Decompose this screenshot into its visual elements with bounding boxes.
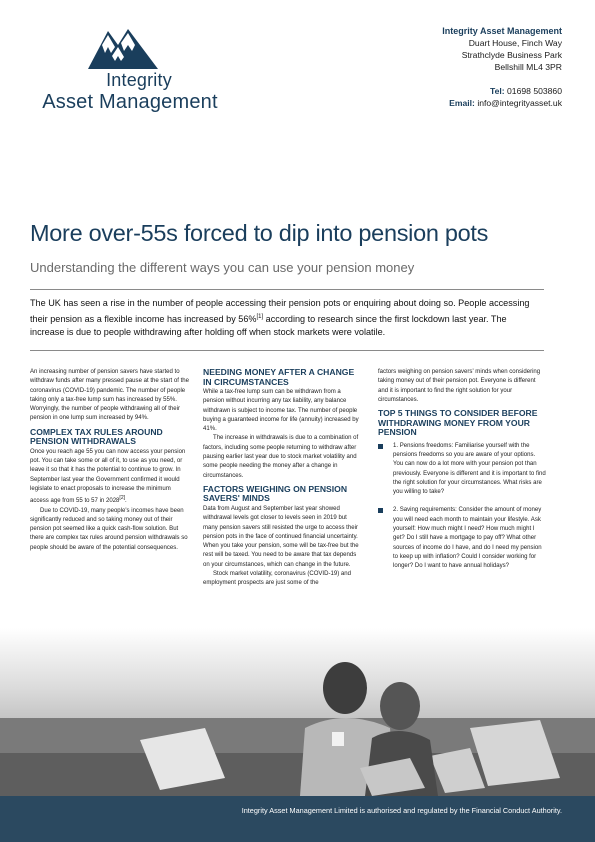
paragraph bbox=[30, 448, 190, 507]
square-bullet-icon bbox=[378, 508, 383, 513]
divider-top bbox=[30, 289, 544, 290]
paragraph: factors weighing on pension savers' minds when considering taking money out of their pension pot. Everyone is different and it is important to find the right solution for your circumstances. bbox=[378, 369, 541, 403]
section-heading: NEEDING MONEY AFTER A CHANGE IN CIRCUMSTANCES bbox=[203, 367, 355, 387]
divider-bottom bbox=[30, 350, 544, 351]
paragraph: While a tax-free lump sum can be withdrawn from a pension without incurring any tax liability, any balance withdrawn is subject to income tax. The number of people buying a guaranteed income for life (annuity) increased by 41%. bbox=[203, 389, 359, 433]
paragraph: Data from August and September last year showed withdrawal levels got closer to levels seen in 2019 but many pension savers still resisted the urge to access their pension pots in the face of continued financial uncertainty. When you take your pension, some will be tax-free but the rest will be taxed. You need to be aware that tax depends on your circumstances, which can change in the future. bbox=[203, 505, 359, 568]
phone-number[interactable]: 01698 503860 bbox=[507, 86, 562, 96]
article-intro bbox=[30, 297, 542, 340]
article-column-3 bbox=[378, 368, 546, 581]
paragraph-text: Once you reach age 55 you can now access your pension pot. You can take some or all of it, to use as you need, or leave it so that it has the potential to continue to grow. In September last year the Government confirmed it would legislate to enact proposals to increase the minimum access age from 55 to 57 in 2028 bbox=[30, 448, 186, 505]
tips-list bbox=[378, 442, 546, 572]
section-heading: FACTORS WEIGHING ON PENSION SAVERS' MINDS bbox=[203, 483, 348, 504]
email-address[interactable]: info@integrityasset.uk bbox=[477, 98, 562, 108]
address-company: Integrity Asset Management bbox=[442, 26, 562, 36]
email-line bbox=[449, 97, 562, 109]
footer-bar bbox=[0, 796, 595, 842]
paragraph-text: . bbox=[125, 498, 127, 505]
paragraph: An increasing number of pension savers have started to withdraw funds after many pressed pause at the start of the coronavirus (COVID-19) pandemic. The number of people taking only a tax-free lump sum has increased by 55%. Worryingly, the number of people withdrawing all of their pension in one lump sum increased by 94%. bbox=[30, 369, 189, 422]
intro-text-continued: according to research since the first lockdown last year. The increase is due to people withdrawing after holding off when stock markets were volatile. bbox=[30, 313, 507, 338]
company-address bbox=[442, 25, 562, 73]
paragraph: Due to COVID-19, many people's incomes have been significantly reduced and so taking money out of their pension pot seemed like a quick cash-flow solution. But there are complex tax rules around pension withdrawals so people should be aware of the potential consequences. bbox=[30, 507, 188, 551]
mountain-logo-icon bbox=[88, 23, 158, 69]
intro-footnote-ref: [1] bbox=[256, 313, 264, 320]
phone-line bbox=[449, 85, 562, 97]
list-item-text: 2. Saving requirements: Consider the amount of money you will need each month to maintain your lifestyle. Ask yourself: How much might I need? How much might I get? Do I still have a mortgage to pay off? What other sources of income do I have, and do I need my pension to keep up with inflation? Could I consider working for longer? Do I want to have annual holidays? bbox=[393, 507, 542, 570]
couple-sofa-photo bbox=[0, 628, 595, 796]
phone-label: Tel: bbox=[490, 86, 505, 96]
article-column-2 bbox=[203, 368, 363, 589]
square-bullet-icon bbox=[378, 444, 383, 449]
section-heading: COMPLEX TAX RULES AROUND PENSION WITHDRAWALS bbox=[30, 426, 163, 447]
list-item bbox=[378, 506, 546, 571]
logo-text-integrity: Integrity bbox=[106, 70, 172, 90]
list-item bbox=[378, 442, 546, 498]
address-line: Strathclyde Business Park bbox=[461, 50, 562, 60]
paragraph: Stock market volatility, coronavirus (COVID-19) and employment prospects are just some of the bbox=[203, 571, 352, 587]
address-line: Duart House, Finch Way bbox=[468, 38, 562, 48]
address-line: Bellshill ML4 3PR bbox=[494, 62, 562, 72]
logo-text-asset-management: Asset Management bbox=[42, 91, 218, 113]
footer-disclaimer: Integrity Asset Management Limited is authorised and regulated by the Financial Conduct Authority. bbox=[241, 806, 562, 815]
footnote-ref: [2] bbox=[119, 495, 126, 502]
section-heading: TOP 5 THINGS TO CONSIDER BEFORE WITHDRAWING MONEY FROM YOUR PENSION bbox=[378, 408, 538, 438]
contact-details bbox=[449, 85, 562, 109]
list-item-text: 1. Pensions freedoms: Familiarise yourself with the pensions freedoms so you are aware of your options. You can now do a lot more with your pension pot than previously. Everyone is different and it is important to find the right solution for your circumstances. What risks are you willing to take? bbox=[393, 442, 546, 496]
intro-text: The UK has seen a rise in the number of people accessing their pension pots or enquiring about doing so. People accessing their pension as a flexible income has increased by 56% bbox=[30, 298, 530, 324]
paragraph: The increase in withdrawals is due to a combination of factors, including some people returning to withdraw after pausing earlier last year due to stock market volatility and some people needing the money after a change in circumstances. bbox=[203, 435, 359, 479]
article-subhead: Understanding the different ways you can use your pension money bbox=[30, 260, 415, 275]
article-column-1 bbox=[30, 368, 190, 553]
article-headline: More over-55s forced to dip into pension pots bbox=[30, 220, 489, 246]
email-label: Email: bbox=[449, 98, 475, 108]
